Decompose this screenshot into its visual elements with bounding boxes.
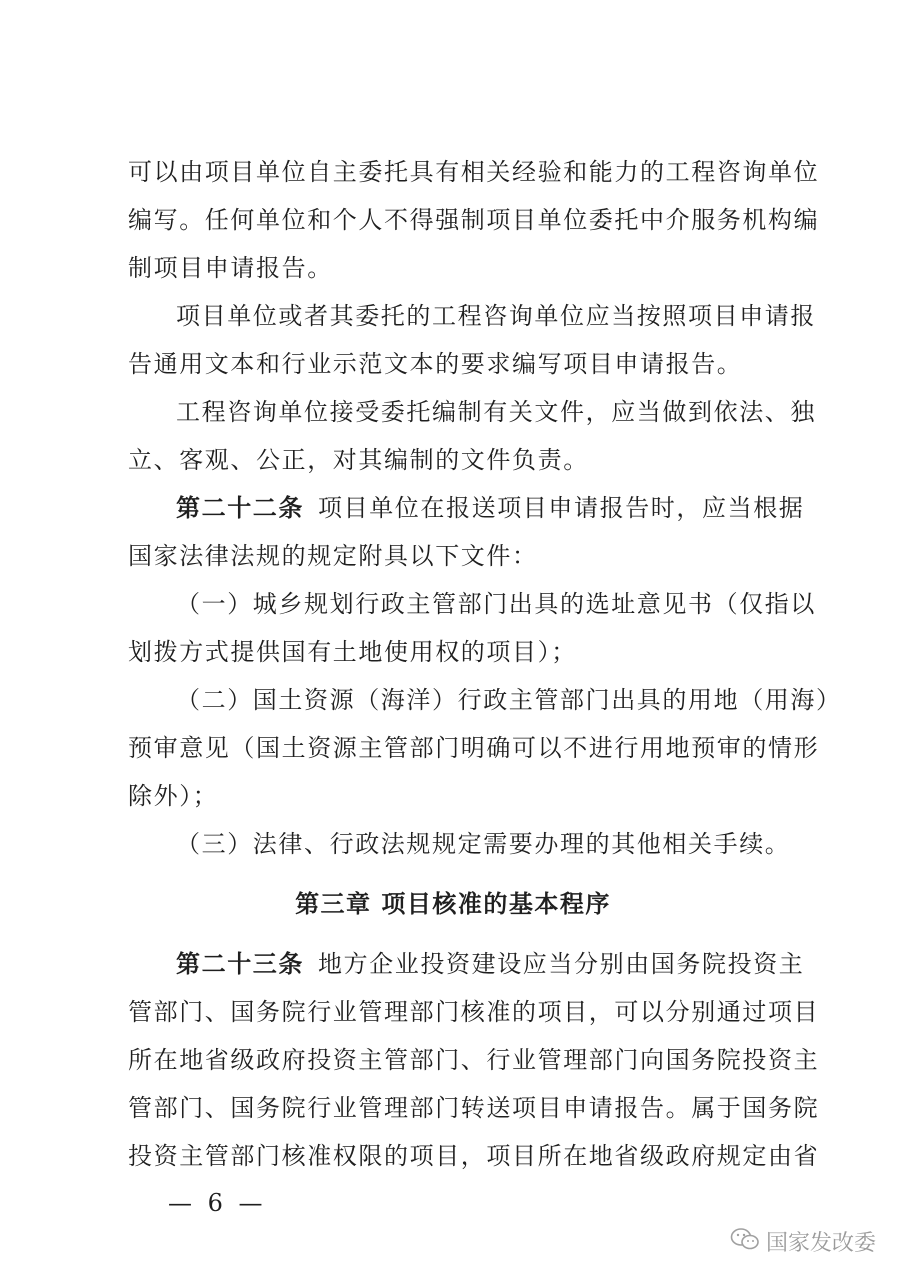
text-line: 预审意见（国土资源主管部门明确可以不进行用地预审的情形 [128,734,820,762]
text-line: 可以由项目单位自主委托具有相关经验和能力的工程咨询单位 [128,158,820,186]
text-line: 地方企业投资建设应当分别由国务院投资主 [318,950,805,978]
text-line: 国家法律法规的规定附具以下文件： [128,542,538,570]
text-line: 除外）； [128,782,219,810]
text-line: 立、客观、公正，对其编制的文件负责。 [128,446,589,474]
text-line: 管部门、国务院行业管理部门核准的项目，可以分别通过项目 [128,998,820,1026]
article-number: 第二十二条 [176,493,304,522]
text-line: （三）法律、行政法规规定需要办理的其他相关手续。 [176,830,791,858]
text-line: 划拨方式提供国有土地使用权的项目）； [128,638,577,666]
text-line: 所在地省级政府投资主管部门、行业管理部门向国务院投资主 [128,1046,820,1074]
text-line: 工程咨询单位接受委托编制有关文件，应当做到依法、独 [176,398,816,426]
text-line: 制项目申请报告。 [128,254,333,282]
watermark-text: 国家发改委 [765,1231,876,1256]
text-line: 管部门、国务院行业管理部门转送项目申请报告。属于国务院 [128,1094,820,1122]
text-line: 项目单位在报送项目申请报告时，应当根据 [318,494,805,522]
wechat-icon [730,1227,766,1257]
text-line: 项目单位或者其委托的工程咨询单位应当按照项目申请报 [176,302,816,330]
text-line: （二）国土资源（海洋）行政主管部门出具的用地（用海） [176,686,842,714]
text-line: （一）城乡规划行政主管部门出具的选址意见书（仅指以 [176,590,816,618]
page-number: — 6 — [168,1189,267,1217]
text-line: 告通用文本和行业示范文本的要求编写项目申请报告。 [128,350,743,378]
article-number: 第二十三条 [176,949,304,978]
chapter-heading: 第三章 项目核准的基本程序 [295,889,611,918]
text-line: 投资主管部门核准权限的项目，项目所在地省级政府规定由省 [128,1142,820,1170]
watermark [730,1226,876,1257]
text-line: 编写。任何单位和个人不得强制项目单位委托中介服务机构编 [128,206,820,234]
